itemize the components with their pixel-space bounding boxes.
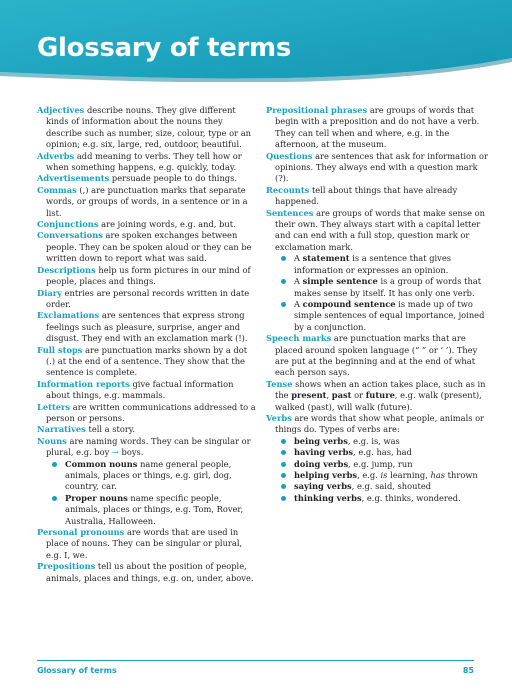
- term-speech-marks: Speech marks: [266, 333, 332, 344]
- entry-conjunctions: [37, 219, 257, 230]
- entry-conversations: [37, 230, 257, 264]
- entry-recounts: [266, 185, 488, 208]
- prefix-statement: A: [294, 253, 303, 264]
- definition-personal-pronouns: are words that are used in place of nouns. They can be singular or plural, e.g. I, we.: [46, 527, 243, 560]
- definition-prepositional-phrases: are groups of words that begin with a preposition and do not have a verb. They can tell when and where, e.g. in the afternoon, at the museum.: [275, 105, 480, 150]
- tense-separator: ,: [326, 390, 332, 401]
- entry-advertisements: [37, 173, 257, 184]
- definition-thinking-verbs: , e.g. thinks, wondered.: [361, 492, 461, 503]
- term-compound-sentence: compound sentence: [302, 298, 396, 309]
- definition-having-verbs: , e.g. has, had: [353, 447, 412, 458]
- definition-speech-marks: are punctuation marks that are placed around spoken language (“ ” or ‘ ’). They are put at the beginning and at the end of what each person says.: [275, 333, 478, 378]
- definition-prepositions: tell us about the position of people, animals, places and things, e.g. on, under, above.: [46, 561, 254, 583]
- entry-tense: [266, 379, 488, 413]
- tense-separator: or: [351, 390, 366, 401]
- entry-letters: [37, 402, 257, 425]
- term-prepositional-phrases: Prepositional phrases: [266, 105, 368, 115]
- definition-conjunctions: are joining words, e.g. and, but.: [98, 219, 236, 230]
- bullet-icon: [281, 256, 286, 261]
- header-banner: [0, 0, 512, 82]
- term-information-reports: Information reports: [37, 378, 130, 389]
- bullet-icon: [281, 302, 286, 307]
- term-diary: Diary: [37, 287, 62, 298]
- prefix-simple-sentence: A: [294, 276, 303, 287]
- bullet-icon: [281, 473, 286, 478]
- term-questions: Questions: [266, 150, 313, 161]
- definition-tense: shows when an action takes place, such as in the: [275, 378, 486, 401]
- sub-entry-proper-nouns: [37, 493, 257, 527]
- footer-title: Glossary of terms: [37, 666, 117, 675]
- definition-helping-verbs-end: thrown: [445, 470, 478, 480]
- term-conversations: Conversations: [37, 230, 103, 241]
- definition-simple-sentence: is a group of words that makes sense by itself. It has only one verb.: [294, 276, 482, 298]
- term-adjectives: Adjectives: [37, 105, 85, 115]
- prefix-compound-sentence: A: [294, 298, 303, 309]
- entry-commas: [37, 185, 257, 219]
- entry-adverbs: [37, 151, 257, 174]
- sub-entry-thinking-verbs: [266, 493, 488, 504]
- entry-verbs: [266, 413, 488, 436]
- definition-helping-verbs-mid: learning,: [387, 470, 431, 480]
- definition-being-verbs: , e.g. is, was: [347, 435, 400, 446]
- entry-sentences: [266, 208, 488, 254]
- term-prepositions: Prepositions: [37, 561, 96, 572]
- sub-entry-doing-verbs: [266, 459, 488, 470]
- definition-saying-verbs: , e.g. said, shouted: [351, 481, 432, 492]
- term-narratives: Narratives: [37, 424, 86, 435]
- term-thinking-verbs: thinking verbs: [294, 492, 362, 503]
- term-doing-verbs: doing verbs: [294, 458, 349, 469]
- term-sentences: Sentences: [266, 207, 314, 218]
- bullet-icon: [52, 462, 57, 467]
- definition-helping-verbs: , e.g.: [357, 470, 381, 480]
- entry-adjectives: [37, 105, 257, 151]
- definition-common-nouns: name general people, animals, places or things, e.g. girl, dog, country, car.: [65, 458, 232, 492]
- term-simple-sentence: simple sentence: [302, 276, 378, 287]
- definition-conversations: are spoken exchanges between people. They can be spoken aloud or they can be written down to report what was said.: [46, 230, 252, 264]
- entry-nouns: [37, 436, 257, 459]
- bullet-icon: [281, 484, 286, 489]
- entry-prepositions: [37, 561, 257, 584]
- sub-entry-simple-sentence: [266, 276, 488, 299]
- entry-information-reports: [37, 379, 257, 402]
- definition-doing-verbs: , e.g. jump, run: [348, 458, 413, 469]
- definition-verbs: are words that show what people, animals or things do. Types of verbs are:: [275, 412, 485, 435]
- tense-present: present: [291, 390, 327, 401]
- term-having-verbs: having verbs: [294, 447, 354, 458]
- term-saying-verbs: saying verbs: [294, 481, 352, 492]
- definition-advertisements: persuade people to do things.: [109, 173, 238, 184]
- definition-statement: is a sentence that gives information or expresses an opinion.: [294, 253, 452, 275]
- entry-exclamations: [37, 310, 257, 344]
- term-descriptions: Descriptions: [37, 264, 96, 275]
- definition-letters: are written communications addressed to a person or persons.: [46, 401, 256, 423]
- term-nouns: Nouns: [37, 435, 67, 446]
- definition-nouns-end: boys.: [118, 447, 144, 458]
- sub-entry-being-verbs: [266, 436, 488, 447]
- definition-tense-end: , e.g. walk (present), walked (past), will walk (future).: [275, 390, 482, 412]
- term-common-nouns: Common nouns: [65, 458, 138, 469]
- term-advertisements: Advertisements: [37, 173, 110, 184]
- sub-entry-statement: [266, 253, 488, 276]
- bullet-icon: [281, 279, 286, 284]
- arrow-icon: →: [111, 447, 119, 458]
- definition-descriptions: help us form pictures in our mind of people, places and things.: [46, 264, 251, 287]
- sub-entry-saying-verbs: [266, 481, 488, 492]
- definition-nouns: are naming words. They can be singular or plural, e.g. boy: [46, 435, 251, 458]
- glossary-right-column: [266, 105, 488, 504]
- term-exclamations: Exclamations: [37, 310, 100, 321]
- sub-entry-having-verbs: [266, 447, 488, 458]
- term-full-stops: Full stops: [37, 344, 83, 355]
- bullet-icon: [281, 450, 286, 455]
- term-verbs: Verbs: [266, 412, 292, 423]
- definition-exclamations: are sentences that express strong feelings such as pleasure, surprise, anger and disgust. They end with an exclamation mark (!).: [46, 310, 248, 344]
- tense-future: future: [365, 390, 395, 401]
- definition-questions: are sentences that ask for information or opinions. They always end with a question mark (?).: [275, 150, 488, 184]
- term-adverbs: Adverbs: [37, 150, 75, 161]
- tense-past: past: [331, 390, 352, 401]
- term-letters: Letters: [37, 401, 71, 412]
- term-conjunctions: Conjunctions: [37, 219, 99, 230]
- definition-adjectives: describe nouns. They give different kinds of information about the nouns they describe such as number, size, colour, type or an opinion; e.g. six, large, red, outdoor, beautiful.: [46, 105, 251, 150]
- definition-narratives: tell a story.: [85, 424, 136, 435]
- term-helping-verbs: helping verbs: [294, 470, 358, 480]
- entry-narratives: [37, 424, 257, 435]
- term-being-verbs: being verbs: [294, 435, 348, 446]
- definition-diary: entries are personal records written in date order.: [46, 287, 250, 309]
- glossary-left-column: [37, 105, 257, 584]
- entry-personal-pronouns: [37, 527, 257, 561]
- definition-information-reports: give factual information about things, e.g. mammals.: [46, 378, 234, 401]
- bullet-icon: [281, 496, 286, 501]
- entry-prepositional-phrases: [266, 105, 488, 151]
- definition-adverbs: add meaning to verbs. They tell how or when something happens, e.g. quickly, today.: [46, 150, 242, 173]
- definition-sentences: are groups of words that make sense on their own. They always start with a capital letter and can end with a full stop, question mark or exclamation mark.: [275, 207, 485, 252]
- term-proper-nouns: Proper nouns: [65, 492, 128, 503]
- term-personal-pronouns: Personal pronouns: [37, 527, 125, 538]
- footer-divider: [37, 660, 474, 661]
- page-title: Glossary of terms: [37, 33, 292, 63]
- entry-diary: [37, 288, 257, 311]
- definition-recounts: tell about things that have already happened.: [275, 184, 458, 207]
- sub-entry-common-nouns: [37, 459, 257, 493]
- page-number: 85: [462, 666, 474, 675]
- definition-commas: (,) are punctuation marks that separate words, or groups of words, in a sentence or in a list.: [46, 184, 248, 218]
- term-commas: Commas: [37, 184, 77, 195]
- sub-entry-helping-verbs: [266, 470, 488, 481]
- bullet-icon: [281, 439, 286, 444]
- entry-speech-marks: [266, 333, 488, 379]
- definition-proper-nouns: name specific people, animals, places or things, e.g. Tom, Rover, Australia, Halloween.: [65, 492, 244, 526]
- entry-descriptions: [37, 265, 257, 288]
- sub-entry-compound-sentence: [266, 299, 488, 333]
- term-statement: statement: [302, 253, 350, 264]
- example-is: is: [380, 470, 388, 480]
- entry-full-stops: [37, 345, 257, 379]
- example-has: has: [430, 470, 446, 480]
- definition-compound-sentence: is made up of two simple sentences of equal importance, joined by a conjunction.: [294, 298, 485, 332]
- entry-questions: [266, 151, 488, 185]
- bullet-icon: [52, 496, 57, 501]
- definition-full-stops: are punctuation marks shown by a dot (.) at the end of a sentence. They show that the sentence is complete.: [46, 344, 248, 378]
- term-recounts: Recounts: [266, 184, 310, 195]
- term-tense: Tense: [266, 378, 293, 389]
- bullet-icon: [281, 462, 286, 467]
